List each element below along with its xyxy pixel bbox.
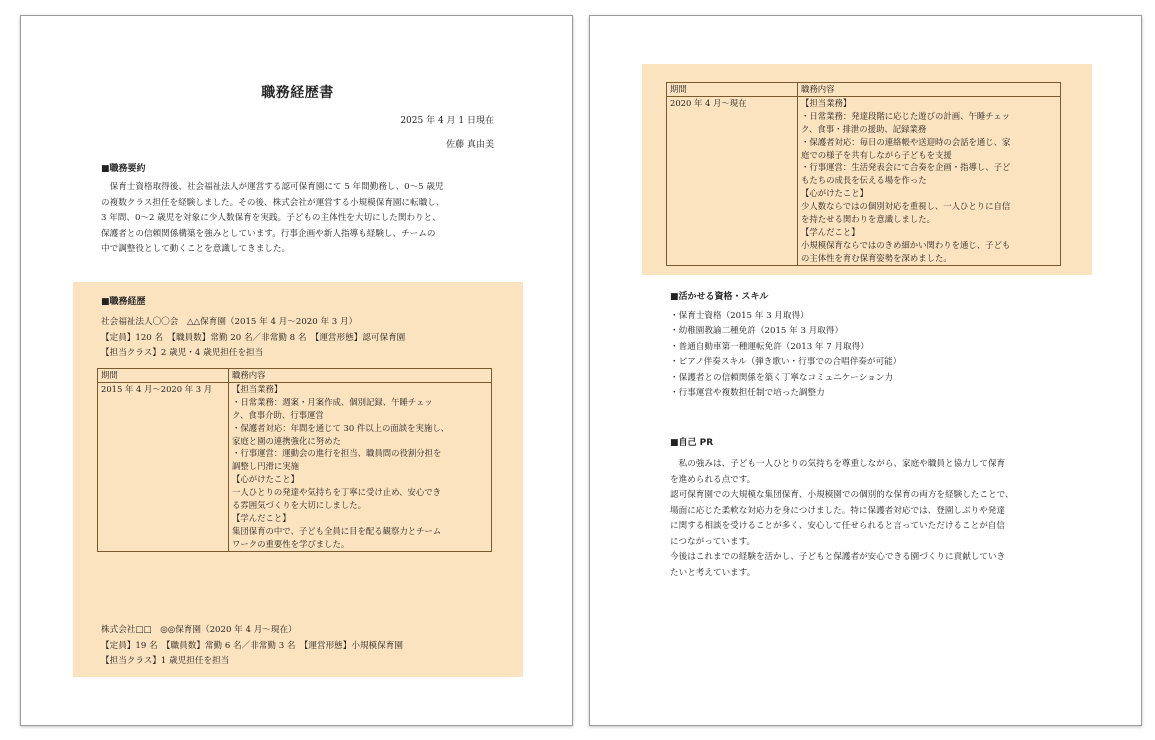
summary-line: 3 年間、0〜2 歳児を対象に少人数保育を実践。子どもの主体性を大切にした関わりと、 bbox=[101, 213, 441, 223]
content-line: 【心がけたこと】 bbox=[232, 474, 299, 485]
content-line: ク、食事・排泄の援助、記録業務 bbox=[801, 123, 927, 134]
document-page-1 bbox=[20, 15, 573, 726]
document-title: 職務経歴書 bbox=[261, 85, 334, 101]
content-line: ・保護者対応：年間を通じて 30 件以上の面談を実施し、 bbox=[232, 422, 449, 433]
career-heading: ■職務経歴 bbox=[101, 297, 146, 307]
table-cell-period: 2015 年 4 月〜2020 年 3 月 bbox=[98, 382, 229, 551]
content-line: 集団保育の中で、子ども全員に目を配る観察力とチーム bbox=[232, 525, 442, 536]
skills-item: ・保護者との信頼関係を築く丁寧なコミュニケーション力 bbox=[670, 372, 893, 383]
job1-line: 社会福祉法人〇〇会 △△保育園（2015 年 4 月〜2020 年 3 月） bbox=[101, 317, 358, 327]
content-line: 【担当業務】 bbox=[801, 97, 852, 108]
content-line: ・行事運営：生活発表会にて合奏を企画・指導し、子ど bbox=[801, 162, 1011, 173]
table-row bbox=[667, 96, 1061, 265]
content-line: る雰囲気づくりを大切にしました。 bbox=[232, 500, 366, 511]
career-highlight-block bbox=[73, 282, 523, 677]
content-line: ・保護者対応：毎日の連絡帳や送迎時の会話を通じ、家 bbox=[801, 136, 1011, 147]
job1-table bbox=[97, 368, 492, 552]
job2-line: 株式会社□□ ◎◎保育園（2020 年 4 月〜現在） bbox=[101, 625, 297, 635]
content-line: ・行事運営：運動会の進行を担当、職員間の役割分担を bbox=[232, 448, 442, 459]
pr-line: に関する相談を受けることが多く、安心して任せられると言っていただけることが自信 bbox=[670, 521, 1005, 531]
summary-paragraph bbox=[101, 180, 501, 258]
skills-item: ・幼稚園教諭二種免許（2015 年 3 月取得） bbox=[670, 326, 844, 337]
content-line: 【担当業務】 bbox=[232, 383, 283, 394]
content-line: 小規模保育ならではのきめ細かい関わりを通じ、子ども bbox=[801, 239, 1011, 250]
job2-summary bbox=[101, 623, 403, 670]
skills-heading: ■活かせる資格・スキル bbox=[670, 292, 769, 302]
document-page-2 bbox=[589, 15, 1142, 726]
table-header-period: 期間 bbox=[98, 369, 229, 383]
skills-item: ・普通自動車第一種運転免許（2013 年 7 月取得） bbox=[670, 341, 869, 352]
content-line: 庭での様子を共有しながら子どもを支援 bbox=[801, 149, 952, 160]
summary-line: 保護者との信頼関係構築を強みとしています。行事企画や新人指導も経験し、チームの bbox=[101, 228, 436, 239]
table-cell-period: 2020 年 4 月〜現在 bbox=[667, 96, 798, 265]
pr-line: につながっています。 bbox=[670, 536, 756, 547]
skills-list bbox=[670, 309, 901, 401]
skills-item: ・行事運営や複数担任制で培った調整力 bbox=[670, 388, 825, 399]
document-date: 2025 年 4 月 1 日現在 bbox=[400, 116, 494, 126]
pr-line: 今後はこれまでの経験を活かし、子どもと保護者が安心できる園づくりに貢献していき bbox=[670, 552, 1006, 562]
table-header-period: 期間 bbox=[667, 83, 798, 97]
job2-line: 【担当クラス】1 歳児担任を担当 bbox=[101, 656, 230, 666]
table-header-content: 職務内容 bbox=[798, 83, 1061, 97]
pr-line: たいと考えています。 bbox=[670, 567, 756, 578]
content-line: ・日常業務：週案・月案作成、個別記録、午睡チェッ bbox=[232, 396, 433, 407]
pr-paragraph bbox=[670, 457, 1014, 581]
summary-heading: ■職務要約 bbox=[101, 164, 146, 174]
table-header-row bbox=[667, 83, 1061, 97]
content-line: 【学んだこと】 bbox=[801, 226, 860, 237]
job2-line: 【定員】19 名 【職員数】常勤 6 名／非常勤 3 名 【運営形態】小規模保育園 bbox=[101, 640, 403, 651]
job2-table bbox=[666, 82, 1061, 266]
table-cell-content bbox=[229, 382, 492, 551]
table-header-content: 職務内容 bbox=[229, 369, 492, 383]
content-line: ワークの重要性を学びました。 bbox=[232, 538, 350, 549]
content-line: 少人数ならではの個別対応を重視し、一人ひとりに自信 bbox=[801, 201, 1011, 212]
pr-line: を進められる点です。 bbox=[670, 474, 756, 485]
content-line: の主体性を育む保育姿勢を深めました。 bbox=[801, 252, 952, 263]
job1-summary bbox=[101, 315, 405, 362]
pr-heading: ■自己 PR bbox=[670, 438, 714, 448]
content-line: 【心がけたこと】 bbox=[801, 188, 868, 199]
summary-line: の複数クラス担任を経験しました。その後、株式会社が運営する小規模保育園に転職し、 bbox=[101, 197, 445, 208]
content-line: ・日常業務：発達段階に応じた遊びの計画、午睡チェッ bbox=[801, 110, 1011, 121]
content-line: ク、食事介助、行事運営 bbox=[232, 409, 324, 420]
table-cell-content bbox=[798, 96, 1061, 265]
job2-table-highlight bbox=[642, 64, 1092, 275]
pr-line: 場面に応じた柔軟な対応力を身につけました。特に保護者対応では、登園しぶりや発達 bbox=[670, 505, 1005, 516]
content-line: もたちの成長を伝える場を作った bbox=[801, 175, 927, 186]
skills-item: ・ピアノ伴奏スキル（弾き歌い・行事での合唱伴奏が可能） bbox=[670, 357, 902, 368]
pr-line: 私の強みは、子ども一人ひとりの気持ちを尊重しながら、家庭や職員と協力して保育 bbox=[670, 459, 1006, 469]
pr-line: 認可保育園での大規模な集団保育、小規模園での個別的な保育の両方を経験したことで、 bbox=[670, 490, 1014, 500]
table-header-row bbox=[98, 369, 492, 383]
content-line: 【学んだこと】 bbox=[232, 512, 291, 523]
content-line: 調整し円滑に実施 bbox=[232, 461, 299, 472]
job1-line: 【担当クラス】2 歳児・4 歳児担任を担当 bbox=[101, 348, 264, 358]
content-line: 一人ひとりの発達や気持ちを丁寧に受け止め、安心でき bbox=[232, 487, 442, 498]
summary-line: 保育士資格取得後、社会福祉法人が運営する認可保育園にて 5 年間勤務し、0〜5 歳児 bbox=[101, 182, 444, 192]
content-line: を持たせる関わりを意識しました。 bbox=[801, 214, 935, 225]
table-row bbox=[98, 382, 492, 551]
summary-line: 中で調整役として動くことを意識してきました。 bbox=[101, 244, 291, 254]
content-line: 家庭と園の連携強化に努めた bbox=[232, 435, 341, 446]
skills-item: ・保育士資格（2015 年 3 月取得） bbox=[670, 311, 809, 321]
job1-line: 【定員】120 名 【職員数】常勤 20 名／非常勤 8 名 【運営形態】認可保育園 bbox=[101, 332, 406, 343]
document-author: 佐藤 真由美 bbox=[446, 140, 494, 150]
